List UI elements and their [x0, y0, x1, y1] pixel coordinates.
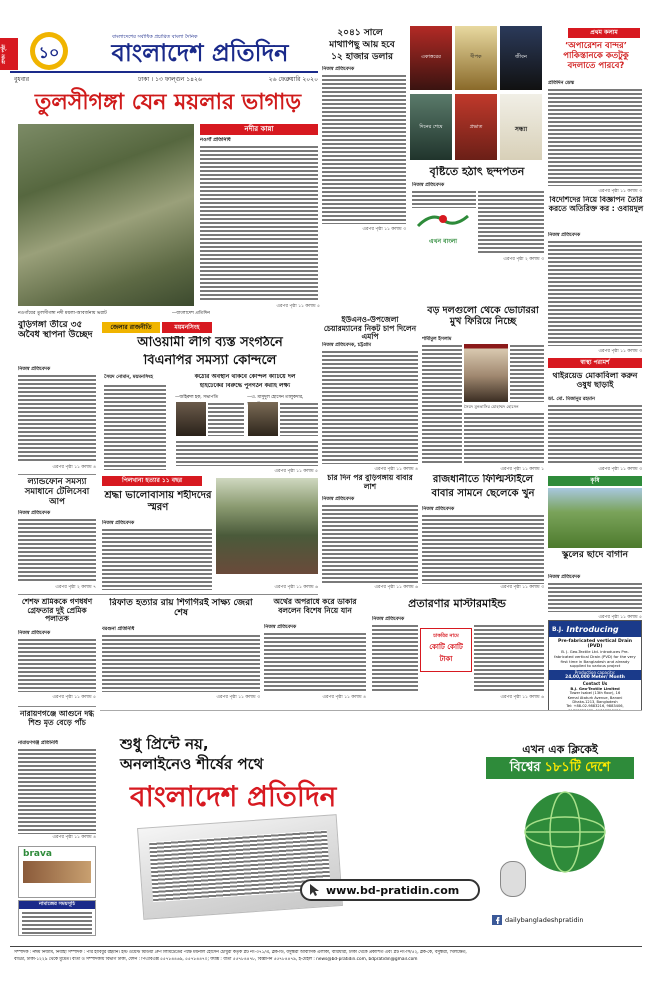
promo-right-box — [486, 757, 634, 779]
fraud-headline: প্রতারণার মাস্টারমাইন্ড — [408, 598, 506, 610]
rain-body-2 — [478, 190, 544, 254]
promo-fb[interactable] — [492, 913, 638, 927]
arsenic-headline: অর্থের অপরাধে করে ডাকার বললেন বিশেষ নিয়ে যান — [273, 598, 357, 615]
krishi-cont: এরপর পৃষ্ঠা ১১ কলাম ৫ — [598, 615, 642, 620]
rain-cont: এরপর পৃষ্ঠা ২ কলাম ৩ — [503, 257, 544, 262]
ads-headline: বিদেশিদের নিয়ে বিজ্ঞাপন তৈরি করতে অতিরিক্ত কর : ওবায়দুল — [548, 196, 644, 213]
health-body — [548, 404, 642, 464]
brava-photo — [23, 861, 91, 883]
fraud-body-1 — [372, 624, 418, 692]
arsenic-body — [264, 632, 366, 692]
bj-ad-body: B. J. Geo-Textile Ltd. introduces Pre-fabricated vertical Drain (PVD) for the very first time in Bangladesh and already supplied to various project — [554, 649, 636, 669]
fraud-callout-line-2: কোটি কোটি — [429, 643, 463, 651]
fire-cont: এরপর পৃষ্ঠা ১১ কলাম ৪ — [52, 835, 96, 840]
burigonga-byline: নিজস্ব প্রতিবেদক — [18, 367, 51, 372]
politics-body-1 — [104, 384, 166, 470]
right-kicker: প্রথম কলাম — [568, 28, 640, 38]
landphone-headline: ল্যান্ডফোন সমস্যা সমাধানে টেলিসেবা আপ — [24, 478, 90, 507]
rain-body-1 — [412, 190, 476, 208]
voters-body-1 — [422, 344, 462, 464]
politics-headline-1: আওয়ামী লীগ ব্যস্ত সংগঠনে — [137, 336, 283, 350]
fraud-byline: নিজস্ব প্রতিবেদক — [372, 617, 405, 622]
filmstyle-headline-2: বাবার সামনে ছেলেকে খুন — [431, 488, 535, 499]
lead-banner-label: নদীর কান্না — [244, 125, 274, 133]
book-cover — [500, 94, 542, 160]
krishi-body — [548, 582, 642, 612]
right-byline: প্রতিদিন ডেস্ক — [548, 81, 574, 86]
krishi-headline: স্কুলের ছাদে বাগান — [562, 550, 628, 560]
politics-quote-source-1: —জহিরুল হক, সভাপতি — [175, 395, 219, 400]
fire-headline: নারায়ণগঞ্জে আগুনে দগ্ধ শিশু মৃত বেড়ে পাঁচ — [19, 710, 94, 727]
book-title: জীবন — [515, 54, 527, 60]
politics-portrait-2 — [248, 402, 278, 436]
lead-banner — [200, 124, 318, 135]
burigonga-body — [18, 374, 96, 462]
promo-right-2: বিশ্বের — [509, 759, 541, 775]
book-cover — [455, 94, 497, 160]
masthead-tagline: বাংলাদেশের সর্বাধিক প্রচারিত বাংলা দৈনিক — [112, 34, 198, 40]
voters-byline: শামীমুল ইসলাম — [422, 337, 452, 342]
promo-url-bar — [300, 879, 480, 901]
rifat-cont: এরপর পৃষ্ঠা ১১ কলাম ৩ — [216, 695, 260, 700]
book-title: সন্ধ্যা — [514, 126, 528, 133]
filmstyle-body — [422, 514, 544, 584]
bj-ad-product: Pre-fabricated vertical Drain (PVD) — [557, 639, 633, 649]
book-ad — [410, 26, 542, 166]
bj-ad-contact-head: Contact Us — [582, 681, 608, 687]
politics-quote-2: হাইটেকের বিরুদ্ধে পুনর্গঠন করাই লক্ষ্য — [199, 383, 291, 389]
promo-tagline-1: শুধু প্রিন্টে নয়, — [120, 735, 209, 753]
cursor-icon — [308, 883, 322, 897]
section-rule — [18, 706, 96, 707]
promo-newspapers — [137, 814, 343, 920]
promo-ad — [100, 710, 642, 942]
politics-kicker-2: ময়মনসিংহ — [162, 322, 212, 333]
krishi-byline: নিজস্ব প্রতিবেদক — [548, 575, 581, 580]
body-found-headline: চার দিন পর বুড়িগঙ্গায় বাবার লাশ — [327, 474, 413, 491]
rain-logo-label: এখন বাংলা — [428, 238, 458, 244]
promo-fb-handle: dailybangladeshpratidin — [505, 916, 584, 924]
right-cont: এরপর পৃষ্ঠা ১১ কলাম ৩ — [598, 189, 642, 194]
martyrs-photo — [216, 478, 318, 574]
side-tab-label: প্রথম পৃষ্ঠা — [1, 44, 7, 64]
landphone-byline: নিজস্ব প্রতিবেদক — [18, 511, 51, 516]
ads-cont: এরপর পৃষ্ঠা ১১ কলাম ৩ — [598, 349, 642, 354]
side-tab — [0, 38, 18, 70]
burigonga-cont: এরপর পৃষ্ঠা ১১ কলাম ৪ — [52, 465, 96, 470]
lead-byline: নওগাঁ প্রতিনিধি — [200, 137, 231, 143]
body-found-cont: এরপর পৃষ্ঠা ১১ কলাম ৬ — [374, 585, 418, 590]
health-headline: থাইরয়েড মোকাবিলা করুন ওষুধ ছাড়াই — [552, 371, 638, 390]
health-kicker: স্বাস্থ্য পরামর্শ — [548, 358, 642, 368]
book-title: দিনের শেষে — [419, 124, 443, 130]
facebook-icon — [492, 915, 502, 925]
prayer-times-label: নামাজের সময়সূচি — [19, 901, 95, 909]
promo-globe — [520, 787, 610, 877]
politics-quote-source-2: —এ. মাসুদুল হোসেন তালুকদার, — [247, 395, 304, 400]
landphone-body — [18, 518, 96, 582]
upazila-body — [322, 350, 418, 464]
krishi-kicker: কৃষি — [548, 476, 642, 486]
upazila-headline: ইউএনও-উপজেলা চেয়ারম্যানের নিকট চাপ দিলেন এমপি — [323, 316, 417, 342]
footer-rule — [10, 946, 642, 947]
center-headline-2: মাথাপিছু আয় হবে — [329, 40, 395, 50]
body-found-byline: নিজস্ব প্রতিবেদক — [322, 497, 355, 502]
bj-ad-addr-2: Kemal Ataturk Avenue, Banani — [567, 695, 623, 700]
politics-caption-1 — [208, 402, 244, 436]
bj-ad-capacity-label: Production capacity: — [549, 670, 641, 675]
voters-caption: সৈয়দ মুনতাসির মোহাম্মদ হোসেন — [464, 404, 519, 409]
upazila-byline: নিজস্ব প্রতিবেদক, চট্টগ্রাম — [322, 343, 371, 348]
rain-byline: নিজস্ব প্রতিবেদক — [412, 183, 445, 188]
bj-ad-addr-1: Tower Isabel (13th floor), 16 — [569, 691, 621, 696]
worker-body — [18, 638, 96, 692]
martyrs-kicker: পিলখানা হত্যার ১১ বছর — [102, 476, 202, 486]
promo-right-1: এখন এক ক্লিকেই — [522, 743, 598, 756]
section-rule — [18, 594, 318, 595]
book-cover — [500, 26, 542, 90]
arsenic-byline: নিজস্ব প্রতিবেদক — [264, 625, 297, 630]
martyrs-byline: নিজস্ব প্রতিবেদক — [102, 521, 135, 526]
fraud-callout-line-3: টাকা — [439, 655, 453, 663]
martyrs-headline: শ্রদ্ধা ভালোবাসায় শহীদদের স্মরণ — [104, 490, 212, 513]
rifat-headline: রিফাত হত্যার রায় শিগগিরই সাক্ষ্য জেরা শেষ — [109, 598, 253, 619]
fraud-callout-line-1: চাকরির নামে — [433, 633, 459, 639]
bj-ad-phone-1: Tel: +88-02-9883216, 9883406, — [566, 704, 624, 709]
lead-cont: এরপর পৃষ্ঠা ১১ কলাম ৫ — [276, 304, 320, 309]
fraud-callout — [420, 628, 472, 672]
health-cont: এরপর পৃষ্ঠা ১১ কলাম ৩ — [598, 467, 642, 472]
worker-cont: এরপর পৃষ্ঠা ১১ কলাম ৫ — [52, 695, 96, 700]
filmstyle-headline-1: রাজধানীতে ফিল্মিস্টাইলে — [432, 474, 534, 485]
landphone-cont: এরপর পৃষ্ঠা ২ কলাম ৭ — [55, 585, 96, 590]
worker-headline: শেশফ শ্রমিককে গণধর্ষণ গ্রেফতার দুই প্রেমিক পলাতক — [21, 598, 93, 624]
krishi-photo — [548, 488, 642, 548]
voters-body-3 — [464, 412, 544, 464]
lead-body — [200, 145, 318, 301]
rain-logo-icon — [412, 210, 474, 232]
promo-title: বাংলাদেশ প্রতিদিন — [130, 780, 337, 813]
section-rule — [18, 474, 96, 475]
upazila-cont: এরপর পৃষ্ঠা ১১ কলাম ৪ — [374, 467, 418, 472]
prayer-times — [18, 900, 96, 936]
prayer-times-table — [22, 911, 92, 935]
politics-quote-1: কঠোর অবস্থান থাকবে কোন্দল কাটিয়ে দল — [194, 374, 296, 380]
filmstyle-byline: নিজস্ব প্রতিবেদক — [422, 507, 455, 512]
book-title: প্রভাত — [469, 124, 483, 130]
brava-ad — [18, 846, 96, 898]
voters-headline: বড় দলগুলো থেকে ভোটাররা মুখ ফিরিয়ে নিচ্ছে — [427, 306, 539, 327]
politics-cont: এরপর পৃষ্ঠা ১১ কলাম ৫ — [274, 469, 318, 474]
bj-ad-logo: B.J. — [552, 625, 564, 633]
center-cont: এরপর পৃষ্ঠা ১১ কলাম ৩ — [362, 227, 406, 232]
masthead-date-line: ঢাকা । ১৩ ফাল্গুন ১৪২৬ — [138, 76, 202, 83]
lead-photo — [18, 124, 194, 306]
promo-right-3: ১৮১টি দেশে — [544, 759, 611, 775]
rain-logo — [412, 210, 474, 244]
book-cover — [410, 94, 452, 160]
right-headline: ‘অপারেশন বান্দর’ পাকিস্তানকে কতটুকু বদলাতে পারবে? — [563, 42, 629, 71]
book-cover — [455, 26, 497, 90]
center-byline: নিজস্ব প্রতিবেদক — [322, 67, 355, 72]
masthead-gregorian-date: ২৬ ফেব্রুয়ারি ২০২০ — [268, 76, 318, 83]
lead-headline: তুলসীগঙ্গা যেন ময়লার ভাগাড় — [34, 90, 302, 115]
center-body — [322, 74, 406, 224]
rifat-byline: বরগুনা প্রতিনিধি — [102, 627, 135, 632]
right-body — [548, 88, 642, 186]
burigonga-headline: বুড়িগঙ্গা তীরে ৩৫ অবৈধ স্থাপনা উচ্ছেদ — [18, 320, 93, 341]
lead-photo-credit: —বাংলাদেশ প্রতিদিন — [171, 311, 210, 316]
arsenic-cont: এরপর পৃষ্ঠা ১১ কলাম ৪ — [322, 695, 366, 700]
edition-badge — [28, 30, 70, 72]
health-byline: ডা. মো. মিজানুর রহমান — [548, 397, 595, 402]
bj-ad-heading: Introducing — [566, 624, 619, 634]
rain-headline: বৃষ্টিতে হঠাৎ ছন্দপতন — [429, 166, 525, 178]
bj-ad-company: B.J. Geo-Textile Limited — [570, 686, 620, 692]
ads-body — [548, 240, 642, 346]
masthead-day: বুধবার — [14, 76, 30, 83]
globe-icon — [520, 787, 610, 877]
rifat-body — [102, 634, 260, 692]
voters-portrait — [464, 344, 508, 402]
book-title: দীপক — [470, 54, 482, 60]
politics-kicker-1: জেলার রাজনীতি — [102, 322, 160, 333]
fire-body — [18, 748, 96, 834]
footer-imprint: সম্পাদক : নঈম নিজাম, নির্বাহী সম্পাদক : পীর হাবিবুর রহমান। ইস্ট ওয়েস্ট মিডিয়া গ্রুপ লিমিটেডের পক্ষে ময়নাল হোসেন চৌধুরী কর্তৃক প্লট নং-৩৭১/এ, ব্লক-ডি, বসুন্ধরা আবাসিক এলাকা, বারিধারা, ঢাকা থেকে প্রকাশিত এবং প্লট নং-সি/৫২, ব্লক-কে, বসুন্ধরা, খিলক্ষেত, — [14, 950, 467, 955]
bj-ad-addr-3: Dhaka-1213, Bangladesh — [572, 700, 618, 704]
brava-brand: brava — [23, 849, 52, 859]
center-headline-3: ১২ হাজার ডলার — [331, 52, 393, 62]
fraud-cont: এরপর পৃষ্ঠা ১১ কলাম ৬ — [500, 695, 544, 700]
body-found-body — [322, 504, 418, 584]
worker-byline: নিজস্ব প্রতিবেদক — [18, 631, 51, 636]
lead-caption: নওগাঁয়ের তুলসীগঙ্গা নদী ময়লা-আবর্জনায় ভরাট — [18, 311, 107, 316]
politics-byline: সৈয়দ নোমান, ময়মনসিংহ — [104, 375, 153, 380]
filmstyle-cont: এরপর পৃষ্ঠা ১১ কলাম ৩ — [500, 585, 544, 590]
masthead-title: বাংলাদেশ প্রতিদিন — [111, 39, 289, 67]
ads-byline: নিজস্ব প্রতিবেদক — [548, 233, 581, 238]
center-headline-1: ২০৪১ সালে — [337, 28, 383, 38]
voters-cont: এরপর পৃষ্ঠা ১১ কলাম ১ — [500, 467, 544, 472]
promo-tagline-2: অনলাইনেও শীর্ষের পথে — [120, 755, 264, 773]
fire-byline: নারায়ণগঞ্জ প্রতিনিধি — [18, 741, 58, 746]
politics-headline-2: বিএনপির সমস্যা কোন্দলে — [143, 354, 277, 368]
fraud-body-2 — [474, 624, 544, 692]
politics-portrait-1 — [176, 402, 206, 436]
masthead-rule — [10, 71, 318, 73]
promo-url[interactable]: www.bd-pratidin.com — [326, 883, 460, 897]
promo-mouse — [500, 861, 526, 897]
book-cover — [410, 26, 452, 90]
voters-body-2 — [510, 344, 544, 402]
book-title: একাত্তরের — [421, 54, 441, 60]
martyrs-cont: এরপর পৃষ্ঠা ১১ কলাম ৬ — [274, 585, 318, 590]
politics-caption-2 — [280, 402, 318, 436]
footer-imprint-2: বাড্ডা, ঢাকা-১২২৯ থেকে মুদ্রিত। বার্তা ও সম্পাদকীয় বিভাগ ঢাকা, ফোন : পিএবিএক্স ৫৫৭৮৪৪৬৯, ৫৫৭৮৪৪৭০; ফ্যাক্স : বার্তা ৫৫৭৮৪৪৭৮, বিজ্ঞাপন ৫৫৭৮৪৪৭৯, ই-মেইল : news@bd-pratidin.com, bdpratidin@gmail.com — [14, 957, 418, 962]
martyrs-body — [102, 528, 212, 590]
bj-ad-header — [549, 621, 641, 637]
politics-body-2 — [176, 440, 318, 466]
edition-badge-number: ১০ — [38, 43, 60, 62]
bj-ad-capacity-value: 24,00,000 Meter/ Month — [549, 675, 641, 680]
